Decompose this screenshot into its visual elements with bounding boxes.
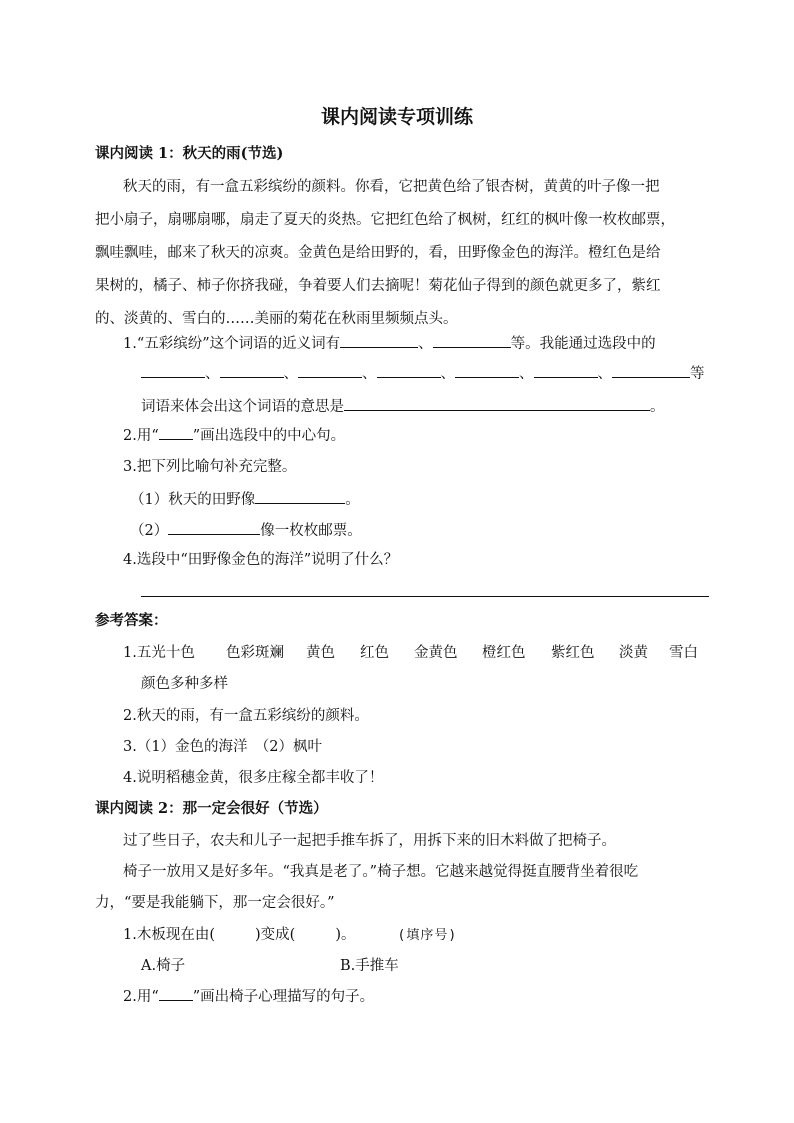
q1-text-b: 等。我能通过选段中的 (510, 336, 656, 352)
q3-1-text-a: （1）秋天的田野像 (130, 492, 256, 508)
answer-blank[interactable] (455, 362, 519, 378)
answer-blank[interactable] (340, 332, 418, 348)
underline-sample (159, 987, 193, 1001)
question-4: 4.选段中“田野像金色的海洋”说明了什么？ (123, 552, 399, 568)
answer-2: 2.秋天的雨，有一盒五彩缤纷的颜料。 (123, 708, 369, 724)
q1-sep: 、 (362, 366, 377, 382)
option-a: A.椅子 (141, 958, 186, 974)
page-title: 课内阅读专项训练 (320, 106, 473, 128)
q1-sep: 、 (418, 336, 433, 352)
answer-blank[interactable] (298, 362, 362, 378)
passage-line-1: 秋天的雨，有一盒五彩缤纷的颜料。你看，它把黄色给了银杏树，黄黄的叶子像一把 (123, 179, 660, 195)
answer-blank[interactable] (534, 362, 598, 378)
passage-line-4: 果树的，橘子、柿子你挤我碰，争着要人们去摘呢！菊花仙子得到的颜色就更多了，紫红 (95, 278, 661, 294)
option-b: B.手推车 (340, 958, 399, 974)
section2-paragraph-1: 过了些日子，农夫和儿子一起把手推车拆了，用拆下来的旧木料做了把椅子。 (123, 833, 616, 849)
question-1-blanks (141, 362, 705, 384)
q1-sep: 、 (597, 366, 612, 382)
answer-1-item: 橙红色 (482, 645, 526, 661)
s2q1-text-c: )。 (335, 927, 356, 943)
passage-line-3: 飘哇飘哇，邮来了秋天的凉爽。金黄色是给田野的，看，田野像金色的海洋。橙红色是给 (95, 245, 661, 261)
q3-1-text-b: 。 (345, 492, 360, 508)
q1-sep: 、 (283, 366, 298, 382)
answer-3: 3.（1）金色的海洋 （2）枫叶 (123, 739, 323, 755)
answer-blank[interactable] (255, 488, 345, 504)
answer-1-item: 黄色 (306, 645, 335, 661)
answer-line[interactable] (141, 596, 709, 597)
answer-blank[interactable] (377, 362, 441, 378)
section2-paragraph-2b: 力，“要是我能躺下，那一定会很好。” (95, 895, 335, 911)
q1-text-e: 。 (650, 399, 665, 415)
answer-1-item: 淡黄 (619, 645, 648, 661)
answer-1 (123, 643, 698, 663)
answer-blank[interactable] (168, 519, 260, 535)
q2-text-a: 2.用“ (123, 428, 159, 444)
s2q1-text-b: )变成( (255, 927, 296, 943)
section2-heading: 课内阅读 2：那一定会很好（节选） (95, 800, 328, 817)
answer-1-item: 金黄色 (414, 645, 458, 661)
answer-1-item: 雪白 (669, 645, 698, 661)
q1-text-d: 词语来体会出这个词语的意思是 (141, 399, 344, 415)
q1-text-c: 等 (690, 366, 705, 382)
question-1 (123, 332, 656, 354)
answer-blank[interactable] (220, 362, 284, 378)
answer-1-item: 色彩斑斓 (226, 645, 284, 661)
underline-sample (159, 426, 193, 440)
question-1-meaning (141, 395, 665, 417)
passage-line-5: 的、淡黄的、雪白的……美丽的菊花在秋雨里频频点头。 (95, 311, 458, 327)
s2q2-text-a: 2.用“ (123, 989, 159, 1005)
q3-2-text-a: （2） (130, 523, 169, 539)
answer-blank[interactable] (612, 362, 690, 378)
question-3-1 (130, 488, 360, 510)
q1-text-a: 1.“五彩缤纷”这个词语的近义词有 (123, 336, 341, 352)
q3-2-text-b: 像一枚枚邮票。 (260, 523, 362, 539)
answer-1-item: 紫红色 (551, 645, 595, 661)
answer-blank[interactable] (141, 362, 205, 378)
answer-1-item: 红色 (360, 645, 389, 661)
section1-heading: 课内阅读 1：秋天的雨(节选) (95, 145, 284, 162)
answers-heading: 参考答案： (95, 612, 168, 629)
answer-blank[interactable] (433, 332, 511, 348)
s2q1-hint: (填序号) (397, 928, 458, 943)
question-3-2 (130, 519, 362, 541)
s2q2-text-b: ”画出椅子心理描写的句子。 (192, 989, 375, 1005)
question-2 (123, 426, 345, 446)
section2-paragraph-2a: 椅子一放用又是好多年。“我真是老了。”椅子想。它越来越觉得挺直腰背坐着很吃 (123, 864, 639, 880)
q1-sep: 、 (440, 366, 455, 382)
section2-question-1 (123, 925, 457, 946)
answer-blank[interactable] (344, 395, 650, 411)
passage-line-2: 把小扇子，扇哪扇哪，扇走了夏天的炎热。它把红色给了枫树，红红的枫叶像一枚枚邮票， (95, 212, 675, 228)
section2-question-2 (123, 987, 374, 1007)
answer-1-continued: 颜色多种多样 (141, 676, 228, 692)
s2q1-text-a: 1.木板现在由( (123, 927, 215, 943)
q2-text-b: ”画出选段中的中心句。 (192, 428, 346, 444)
q1-sep: 、 (519, 366, 534, 382)
question-3: 3.把下列比喻句补充完整。 (123, 459, 297, 475)
answer-1-item: 1.五光十色 (123, 645, 195, 661)
answer-4: 4.说明稻穗金黄，很多庄稼全都丰收了！ (123, 770, 384, 786)
q1-sep: 、 (205, 366, 220, 382)
